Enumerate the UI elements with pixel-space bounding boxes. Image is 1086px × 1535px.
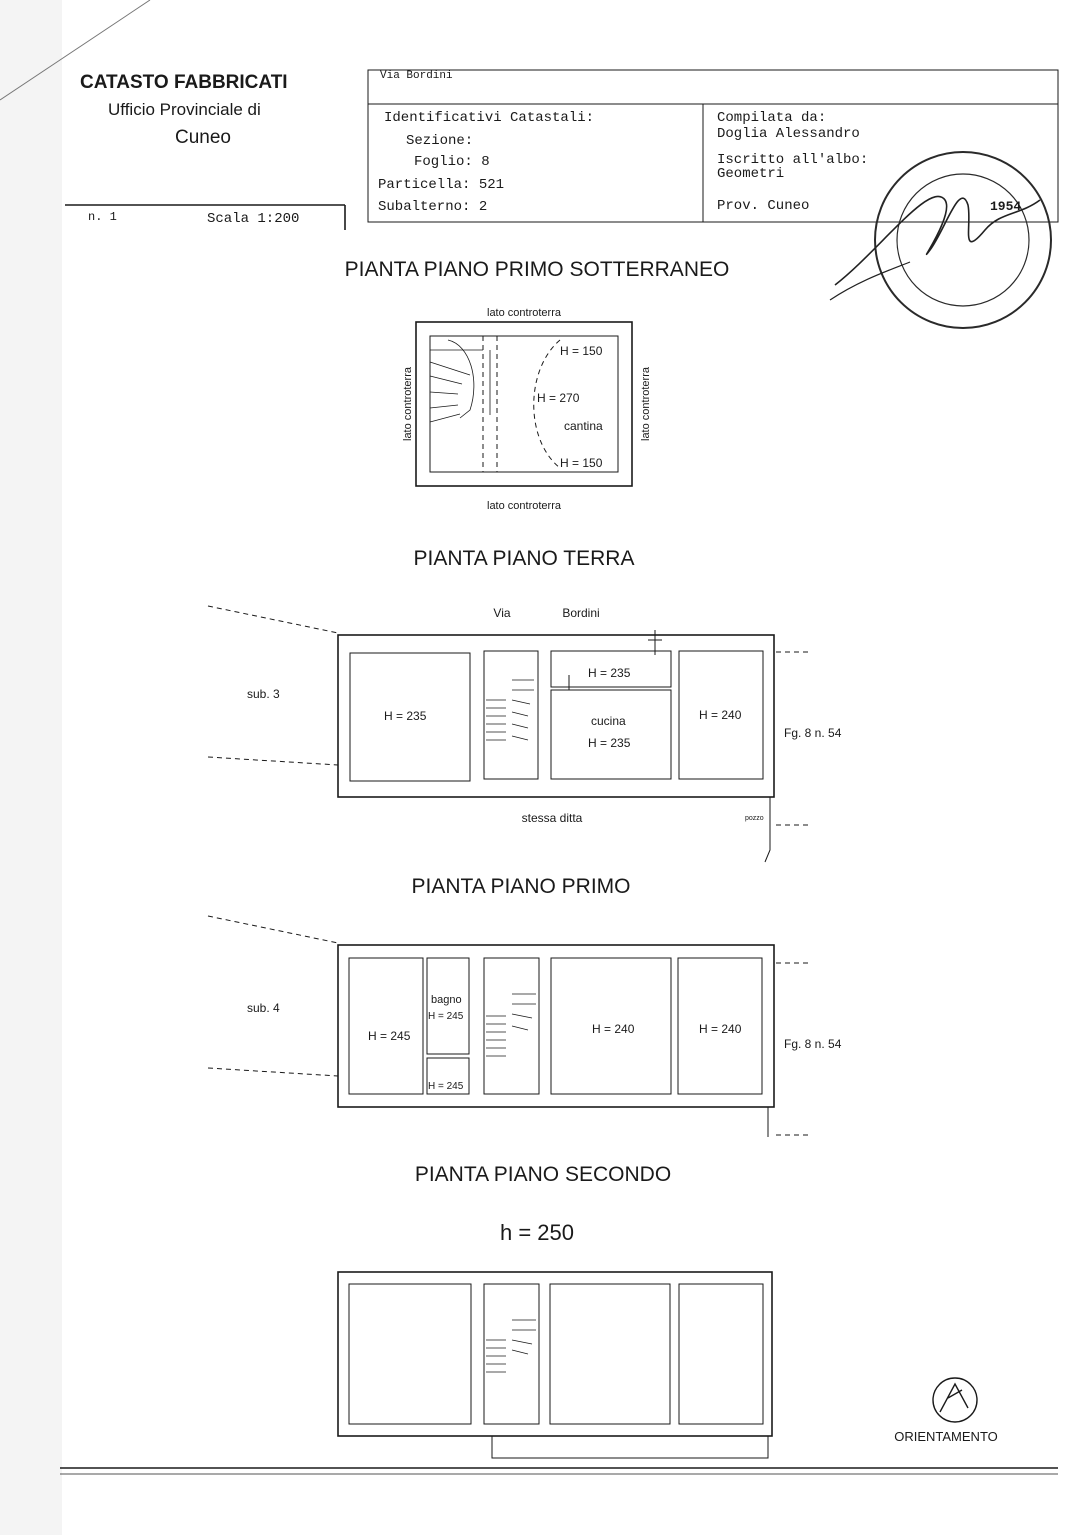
ground-room-top-h: H = 235 xyxy=(588,666,631,680)
scheda-number: n. 1 xyxy=(88,210,117,224)
ground-well-label: pozzo xyxy=(745,815,764,822)
first-room1-h: H = 245 xyxy=(368,1029,411,1043)
first-left-sub: sub. 4 xyxy=(247,1001,280,1015)
basement-h-bottom: H = 150 xyxy=(560,456,603,470)
scan-margin xyxy=(0,0,62,1535)
sezione-label: Sezione: xyxy=(406,133,474,149)
ground-kitchen-h: H = 235 xyxy=(588,736,631,750)
professional-stamp xyxy=(830,152,1051,328)
ground-kitchen-name: cucina xyxy=(591,714,626,728)
first-room3-h: H = 240 xyxy=(592,1022,635,1036)
second-height: h = 250 xyxy=(499,1220,575,1245)
office-city: Cuneo xyxy=(175,127,231,148)
signature-stroke xyxy=(830,262,910,300)
basement-label-left: lato controterra xyxy=(402,367,414,441)
ground-stair xyxy=(486,680,534,740)
basement-stair xyxy=(430,340,490,422)
second-balcony xyxy=(492,1436,768,1458)
first-plan xyxy=(208,916,842,1137)
orientation-label: ORIENTAMENTO xyxy=(894,1429,998,1444)
first-room-1 xyxy=(349,958,423,1094)
second-room-3 xyxy=(550,1284,670,1424)
ident-title: Identificativi Catastali: xyxy=(384,110,595,126)
basement-room-name: cantina xyxy=(564,419,603,433)
ground-street-2: Bordini xyxy=(562,606,600,620)
compiled-by-name: Doglia Alessandro xyxy=(717,126,860,142)
first-boundary-top-left xyxy=(208,916,338,943)
basement-label-bottom: lato controterra xyxy=(487,500,561,512)
first-closet-h: H = 245 xyxy=(428,1081,464,1092)
address-cut: Via Bordini xyxy=(380,70,453,82)
province-value: Prov. Cuneo xyxy=(717,198,810,214)
ground-kitchen xyxy=(551,690,671,779)
registered-value: Geometri xyxy=(717,166,785,182)
second-room-1 xyxy=(349,1284,471,1424)
orientation-symbol xyxy=(933,1378,977,1422)
ground-street-1: Via xyxy=(493,606,511,620)
first-stair-room xyxy=(484,958,539,1094)
second-stair-room xyxy=(484,1284,539,1424)
second-title: PIANTA PIANO SECONDO xyxy=(414,1163,672,1186)
ground-boundary-top-left xyxy=(208,606,338,633)
basement-label-top: lato controterra xyxy=(487,307,561,319)
header-ident-block xyxy=(368,70,1058,222)
particella-value: Particella: 521 xyxy=(378,177,505,193)
foglio-value: Foglio: 8 xyxy=(414,154,490,170)
ground-title: PIANTA PIANO TERRA xyxy=(413,547,635,570)
second-stair xyxy=(486,1320,536,1372)
header-office-block xyxy=(65,72,345,230)
first-room4-h: H = 240 xyxy=(699,1022,742,1036)
second-room-4 xyxy=(679,1284,763,1424)
first-stair xyxy=(486,994,536,1056)
basement-h-top: H = 150 xyxy=(560,344,603,358)
ground-right-ref: Fg. 8 n. 54 xyxy=(784,726,842,740)
scale-label: Scala 1:200 xyxy=(207,211,300,227)
office-line2: Ufficio Provinciale di xyxy=(108,100,261,119)
north-arrow-icon xyxy=(940,1384,968,1412)
ground-room4-h: H = 240 xyxy=(699,708,742,722)
subalterno-value: Subalterno: 2 xyxy=(378,199,488,215)
first-bath-name: bagno xyxy=(431,994,462,1006)
ground-bottom-label: stessa ditta xyxy=(521,811,583,825)
ground-stair-room xyxy=(484,651,538,779)
ground-boundary-bottom-left xyxy=(208,757,338,765)
basement-label-right: lato controterra xyxy=(640,367,652,441)
first-bathroom xyxy=(427,958,469,1054)
stamp-number: 1954 xyxy=(990,199,1022,214)
registered-label: Iscritto all'albo: xyxy=(717,152,869,168)
ground-plan xyxy=(208,606,842,862)
first-right-ref: Fg. 8 n. 54 xyxy=(784,1037,842,1051)
ground-well-outline xyxy=(740,797,770,862)
ground-room1-h: H = 235 xyxy=(384,709,427,723)
basement-plan xyxy=(402,307,652,512)
second-plan xyxy=(338,1272,772,1458)
first-title: PIANTA PIANO PRIMO xyxy=(411,875,631,898)
stamp-outer-ring xyxy=(875,152,1051,328)
office-line1: CATASTO FABBRICATI xyxy=(80,72,288,93)
ground-left-sub: sub. 3 xyxy=(247,687,280,701)
basement-h-mid: H = 270 xyxy=(537,391,580,405)
first-boundary-bottom-left xyxy=(208,1068,338,1076)
basement-title: PIANTA PIANO PRIMO SOTTERRANEO xyxy=(344,258,730,281)
second-outer-wall xyxy=(338,1272,772,1436)
compiled-by-label: Compilata da: xyxy=(717,110,827,126)
first-bath-h: H = 245 xyxy=(428,1011,464,1022)
stamp-inner-ring xyxy=(897,174,1029,306)
